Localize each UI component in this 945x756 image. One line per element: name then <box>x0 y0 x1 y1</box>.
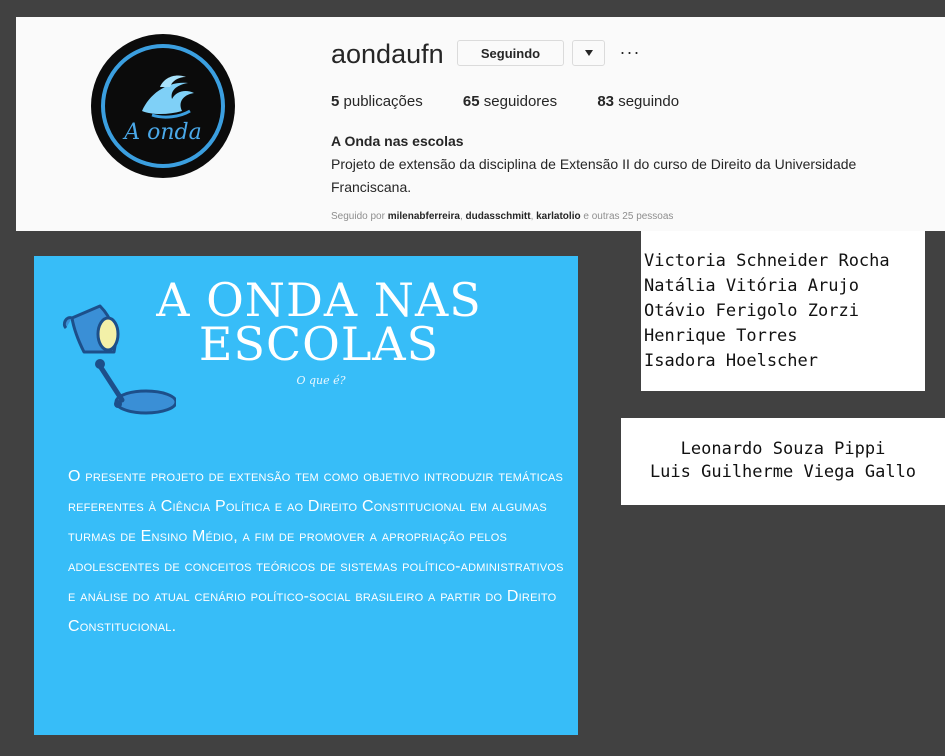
member-name: Henrique Torres <box>644 326 798 346</box>
follower-link[interactable]: dudasschmitt <box>465 211 531 222</box>
member-name: Natália Vitória Arujo <box>644 276 859 296</box>
project-poster <box>34 256 578 735</box>
poster-subtitle: O que é? <box>296 374 346 387</box>
followed-by: Seguido por milenabferreira, dudasschmitt, karlatolio e outras 25 pessoas <box>331 211 674 222</box>
follower-link[interactable]: milenabferreira <box>387 211 460 222</box>
member-name: Isadora Hoelscher <box>644 351 818 371</box>
suggestions-dropdown-button[interactable] <box>572 40 605 66</box>
profile-stats <box>331 93 715 110</box>
profile-header <box>16 17 945 231</box>
username: aondaufn <box>331 39 444 69</box>
stat-posts[interactable]: 5 publicações <box>331 93 423 110</box>
members-card-2 <box>621 418 945 505</box>
bio-name: A Onda nas escolas <box>331 133 464 149</box>
poster-description: O presente projeto de extensão tem como objetivo introduzir temáticas referentes à Ciência Política e ao Direito Constitucional em algumas turmas de Ensino Médio, a fim de promover a apropriação pelos adolescentes de conceitos teóricos de sistemas político-administrativos e análise do atual cenário político-social brasileiro a partir do Direito Constitucional. <box>68 468 564 635</box>
avatar-logo <box>90 33 236 179</box>
avatar[interactable] <box>90 33 236 179</box>
caret-down-icon <box>584 49 594 57</box>
members-card <box>641 231 925 391</box>
following-button[interactable]: Seguindo <box>457 40 564 66</box>
stat-following[interactable]: 83 seguindo <box>597 93 680 110</box>
member-name: Victoria Schneider Rocha <box>644 251 890 271</box>
follower-link[interactable]: karlatolio <box>536 211 581 222</box>
avatar-text: A onda <box>124 120 202 145</box>
more-options-icon[interactable]: ··· <box>619 41 641 62</box>
member-name: Otávio Ferigolo Zorzi <box>644 301 859 321</box>
poster-title: A ONDA NAS ESCOLAS <box>156 273 482 371</box>
member-name: Leonardo Souza Pippi <box>680 439 886 459</box>
stat-followers[interactable]: 65 seguidores <box>462 93 558 110</box>
followed-by-more[interactable]: e outras 25 pessoas <box>583 211 674 222</box>
member-name: Luis Guilherme Viega Gallo <box>649 462 917 482</box>
bio-text: Projeto de extensão da disciplina de Extensão II do curso de Direito da Universidade Franciscana. <box>331 156 857 195</box>
